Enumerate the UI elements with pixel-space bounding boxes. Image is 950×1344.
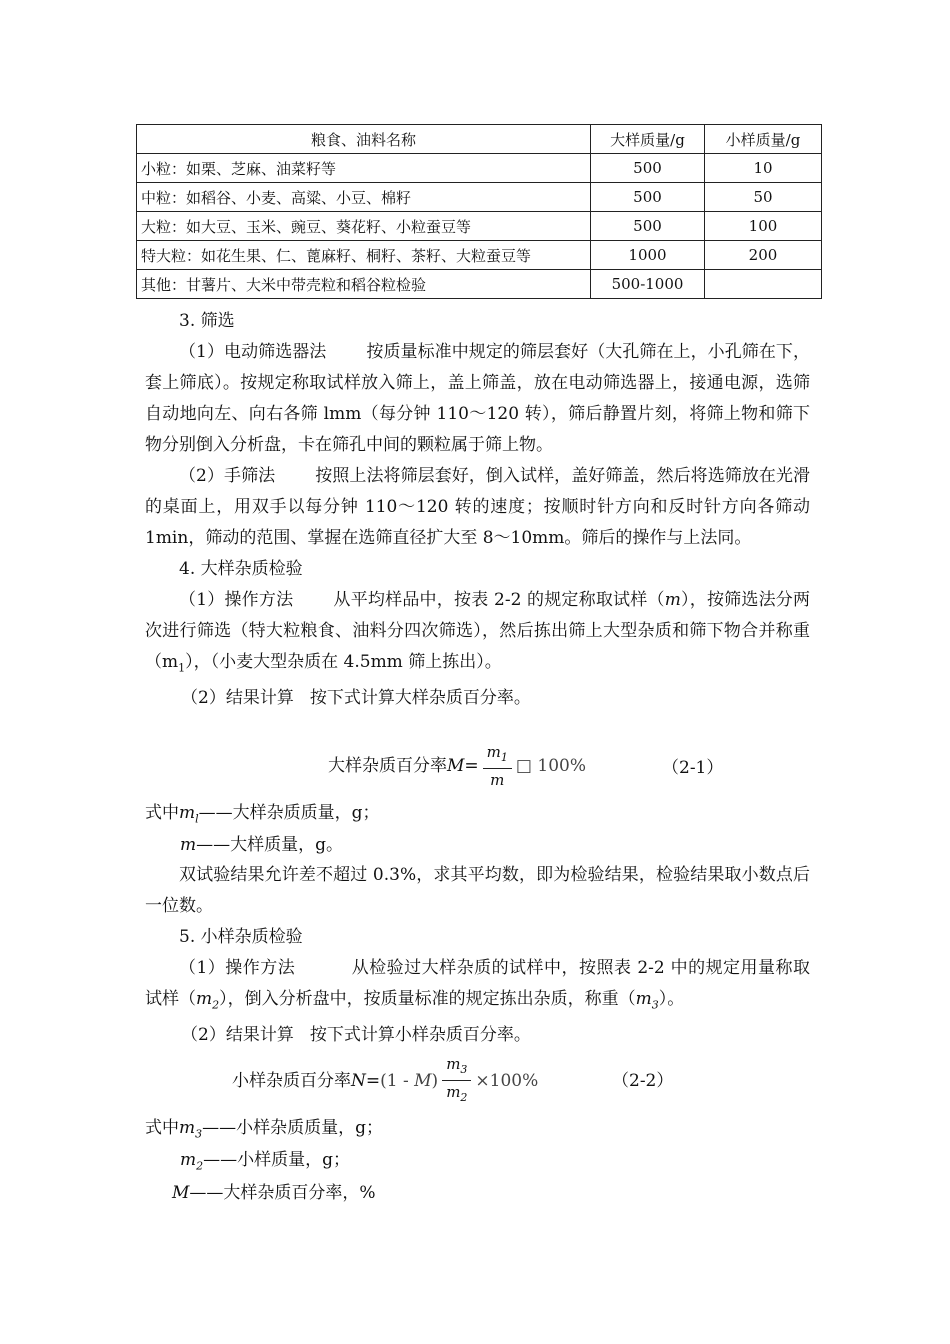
table-row — [137, 270, 822, 299]
para-label: （2）手筛法 — [179, 466, 276, 486]
cell-grain: 大粒：如大豆、玉米、豌豆、葵花籽、小粒蚕豆等 — [137, 212, 591, 241]
cell-small: 50 — [705, 183, 822, 212]
cell-small: 200 — [705, 241, 822, 270]
definition-m2: $m_2——$小样质量，g； — [180, 1150, 351, 1173]
cell-large: 500-1000 — [591, 270, 705, 299]
cell-large: 500 — [591, 183, 705, 212]
para-label: （1）操作方法 — [179, 590, 294, 610]
cell-small: 100 — [705, 212, 822, 241]
fraction: $\frac{m_3}{m_2}$ — [442, 1054, 471, 1109]
section-5-para-2 — [145, 1020, 810, 1051]
section-4-heading: 4. 大样杂质检验 — [179, 559, 303, 579]
table-row — [137, 154, 822, 183]
header-large-sample: 大样质量/g — [591, 125, 705, 154]
table-header-row — [137, 125, 822, 154]
para-label: （1）电动筛选器法 — [179, 342, 327, 362]
section-5-para-1: （1）操作方法 从检验过大样杂质的试样中，按照表 2-2 中的规定用量称取试样$(m_2)$，倒入分析盘中，按质量标准的规定拣出杂质，称重$(m_3)$。 — [145, 958, 810, 1012]
section-4-para-2 — [145, 683, 810, 714]
table-row — [137, 183, 822, 212]
fraction: $\frac{m_1}{m}$ — [483, 742, 512, 791]
cell-large: 500 — [591, 212, 705, 241]
table-row — [137, 212, 822, 241]
definition-m3: 式中$m_3——$小样杂质质量，g； — [145, 1118, 384, 1141]
section-4-5 — [145, 860, 810, 1051]
para-label: （2）结果计算 — [181, 688, 294, 709]
cell-small: 10 — [705, 154, 822, 183]
tolerance-note: 双试验结果允许差不超过 0.3%，求其平均数，即为检验结果，检验结果取小数点后一位数。 — [145, 865, 810, 916]
section-3 — [145, 306, 810, 714]
equation-number-2-1: （2-1） — [662, 758, 724, 778]
para-text: 按下式计算小样杂质百分率。 — [309, 1025, 531, 1046]
section-3-para-1 — [145, 337, 810, 461]
cell-grain: 小粒：如栗、芝麻、油菜籽等 — [137, 154, 591, 183]
cell-large: 500 — [591, 154, 705, 183]
cell-grain: 其他：甘薯片、大米中带壳粒和稻谷粒检验 — [137, 270, 591, 299]
table-row — [137, 241, 822, 270]
section-4-para-1: （1）操作方法 从平均样品中，按表 2-2 的规定称取试样（m），按筛选法分两次进行筛选（特大粒粮食、油料分四次筛选），然后拣出筛上大型杂质和筛下物合并称重$(m_1)$，（小麦大型杂质在 4.5mm 筛上拣出）。 — [145, 590, 810, 675]
section-3-heading: 3. 筛选 — [179, 311, 235, 331]
formula-2-2: 小样杂质百分率N=(1 - M) $\frac{m_3}{m_2}$ ×100% — [232, 1054, 538, 1109]
formula-2-1: 大样杂质百分率M= $\frac{m_1}{m}$ □ 100% — [328, 743, 586, 789]
para-text: 按质量标准中规定的筛层套好（大孔筛在上，小孔筛在下，套上筛底）。按规定称取试样放入筛上，盖上筛盖，放在电动筛选器上，接通电源，选筛自动地向左、向右各筛 lmm（每分钟 110～120 转），筛后静置片刻，将筛上物和筛下物分别倒入分析盘，卡在筛孔中间的颗粒属于筛上物。 — [145, 342, 810, 455]
header-grain-name: 粮食、油料名称 — [137, 125, 591, 154]
section-5-heading: 5. 小样杂质检验 — [179, 927, 303, 947]
para-text: 按下式计算大样杂质百分率。 — [309, 688, 531, 709]
definition-M: M——大样杂质百分率，% — [172, 1183, 376, 1203]
sample-mass-table — [136, 124, 822, 299]
section-3-para-2 — [145, 461, 810, 554]
para-label: （1）操作方法 — [179, 958, 296, 978]
para-text: 按照上法将筛层套好，倒入试样，盖好筛盖，然后将选筛放在光滑的桌面上，用双手以每分钟 110～120 转的速度；按顺时针方向和反时针方向各筛动 1min，筛动的范围、掌握在选筛直径扩大至 8～10mm。筛后的操作与上法同。 — [145, 466, 811, 548]
equation-number-2-2: （2-2） — [612, 1071, 674, 1091]
header-small-sample: 小样质量/g — [705, 125, 822, 154]
cell-large: 1000 — [591, 241, 705, 270]
cell-small — [705, 270, 822, 299]
cell-grain: 特大粒：如花生果、仁、蓖麻籽、桐籽、茶籽、大粒蚕豆等 — [137, 241, 591, 270]
definition-m: m——大样质量，g。 — [180, 835, 344, 855]
para-label: （2）结果计算 — [181, 1025, 294, 1046]
definition-m1: 式中$m_l——$大样杂质质量，g； — [145, 803, 380, 826]
cell-grain: 中粒：如稻谷、小麦、高粱、小豆、棉籽 — [137, 183, 591, 212]
